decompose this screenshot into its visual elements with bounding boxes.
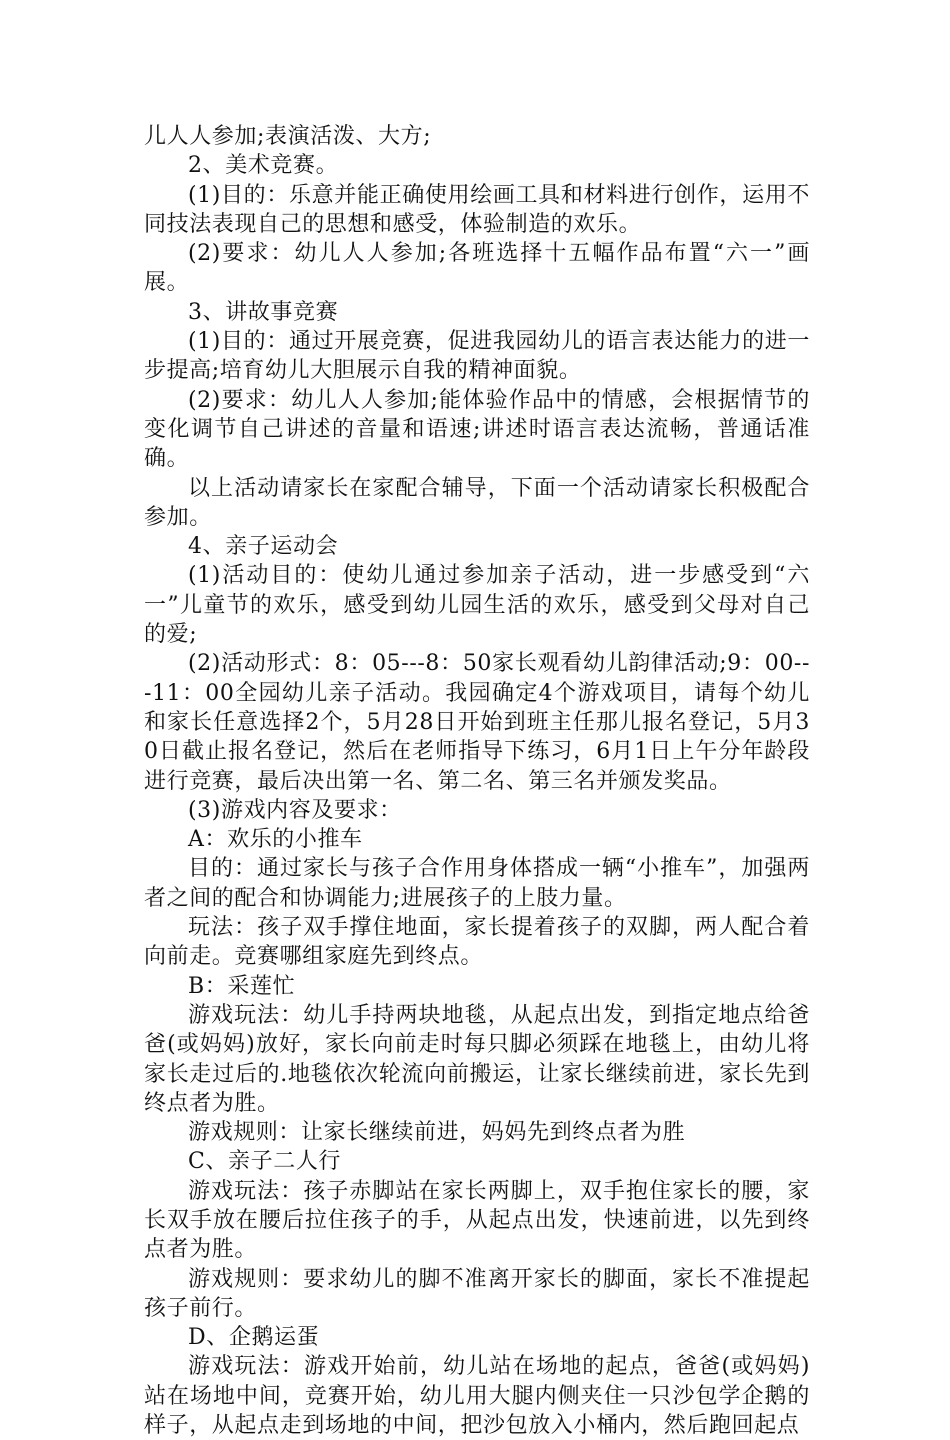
paragraph: 儿人人参加;表演活泼、大方; bbox=[144, 124, 432, 149]
game-heading-d: D、企鹅运蛋 bbox=[188, 1325, 320, 1351]
paragraph: (3)游戏内容及要求： bbox=[188, 797, 402, 823]
game-heading-c: C、亲子二人行 bbox=[188, 1149, 342, 1175]
section-heading-sports-meet: 4、亲子运动会 bbox=[188, 534, 339, 560]
game-heading-a: A：欢乐的小推车 bbox=[188, 827, 363, 853]
paragraph: 玩法：孩子双手撑住地面，家长提着孩子的双脚，两人配合着向前走。竞赛哪组家庭先到终点。 bbox=[144, 915, 810, 970]
paragraph: 游戏玩法：游戏开始前，幼儿站在场地的起点，爸爸(或妈妈)站在场地中间，竞赛开始，幼儿用大腿内侧夹住一只沙包学企鹅的样子，从起点走到场地的中间，把沙包放入小桶内，然后跑回起点 bbox=[144, 1354, 810, 1439]
paragraph: 游戏规则：让家长继续前进，妈妈先到终点者为胜 bbox=[188, 1120, 686, 1146]
paragraph: 以上活动请家长在家配合辅导，下面一个活动请家长积极配合参加。 bbox=[144, 475, 810, 530]
paragraph: 游戏规则：要求幼儿的脚不准离开家长的脚面，家长不准提起孩子前行。 bbox=[144, 1266, 810, 1321]
paragraph: (1)目的：通过开展竞赛，促进我园幼儿的语言表达能力的进一步提高;培育幼儿大胆展示自我的精神面貌。 bbox=[144, 329, 810, 384]
paragraph: (2)要求：幼儿人人参加;能体验作品中的情感，会根据情节的变化调节自己讲述的音量和语速;讲述时语言表达流畅，普通话准确。 bbox=[144, 387, 810, 472]
section-heading-storytelling: 3、讲故事竞赛 bbox=[188, 299, 339, 325]
paragraph: (1)目的：乐意并能正确使用绘画工具和材料进行创作，运用不同技法表现自己的思想和感受，体验制造的欢乐。 bbox=[144, 182, 810, 237]
paragraph: (2)活动形式：8：05---8：50家长观看幼儿韵律活动;9：00---11：00全园幼儿亲子活动。我园确定4个游戏项目，请每个幼儿和家长任意选择2个，5月28日开始到班主任那儿报名登记，5月30日截止报名登记，然后在老师指导下练习，6月1日上午分年龄段进行竞赛，最后决出第一名、第二名、第三名并颁发奖品。 bbox=[144, 651, 810, 794]
document-body bbox=[144, 122, 810, 1440]
section-heading-art-contest: 2、美术竞赛。 bbox=[188, 153, 339, 179]
game-heading-b: B：采莲忙 bbox=[188, 973, 296, 999]
paragraph: (2)要求：幼儿人人参加;各班选择十五幅作品布置“六一”画展。 bbox=[144, 241, 810, 296]
paragraph: 游戏玩法：孩子赤脚站在家长两脚上，双手抱住家长的腰，家长双手放在腰后拉住孩子的手，从起点出发，快速前进，以先到终点者为胜。 bbox=[144, 1178, 810, 1263]
paragraph: 游戏玩法：幼儿手持两块地毯，从起点出发，到指定地点给爸爸(或妈妈)放好，家长向前走时每只脚必须踩在地毯上，由幼儿将家长走过后的.地毯依次轮流向前搬运，让家长继续前进，家长先到终点者为胜。 bbox=[144, 1002, 810, 1116]
paragraph: (1)活动目的：使幼儿通过参加亲子活动，进一步感受到“六一”儿童节的欢乐，感受到幼儿园生活的欢乐，感受到父母对自己的爱; bbox=[144, 563, 810, 648]
paragraph: 目的：通过家长与孩子合作用身体搭成一辆“小推车”，加强两者之间的配合和协调能力;进展孩子的上肢力量。 bbox=[144, 856, 810, 911]
